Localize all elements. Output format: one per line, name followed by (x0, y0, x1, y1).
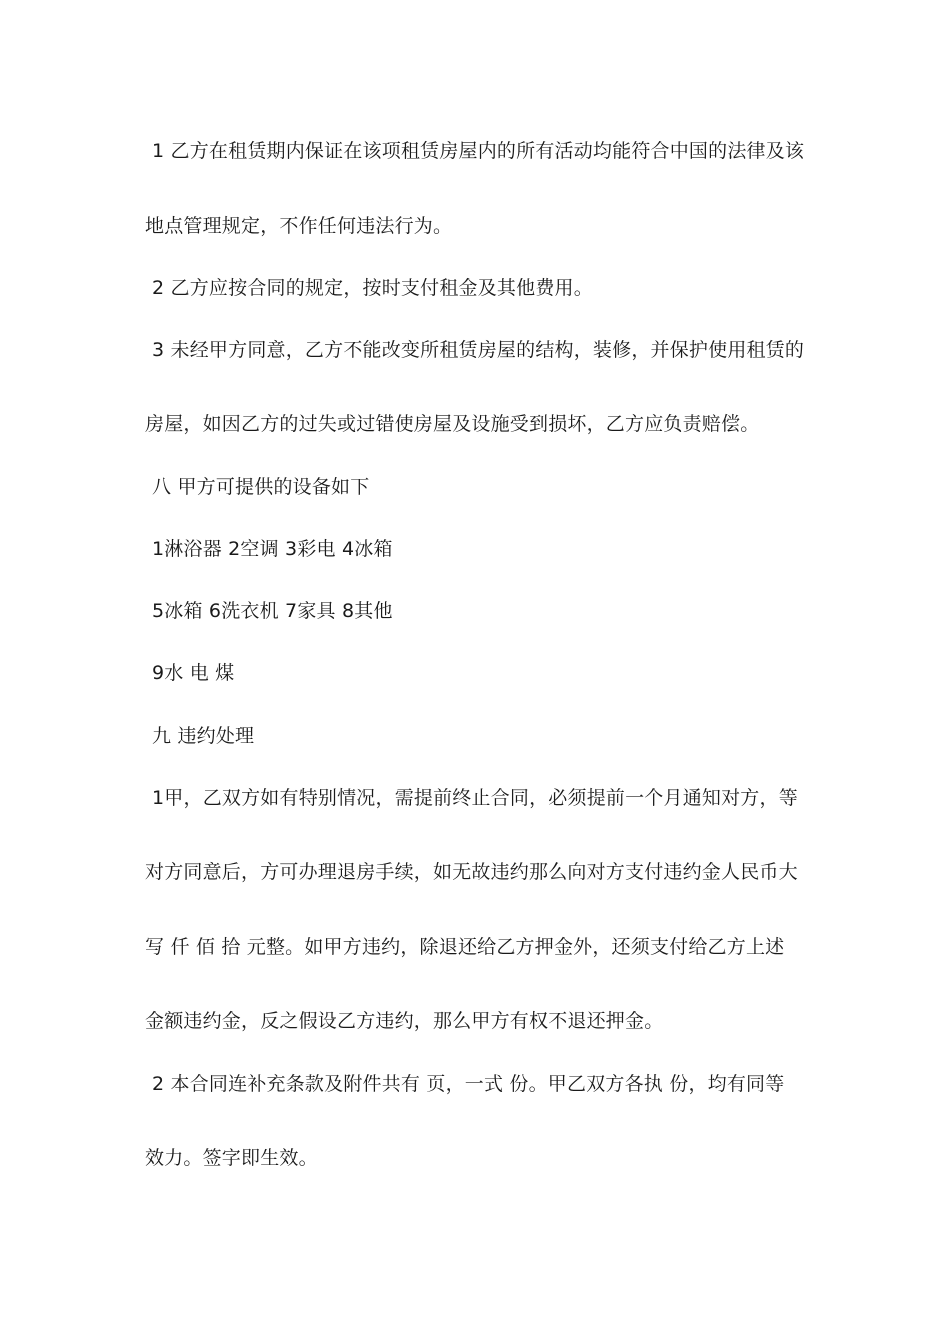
clause-line: 2 本合同连补充条款及附件共有 页，一式 份。甲乙双方各执 份，均有同等 (152, 1073, 785, 1095)
clause-line: 对方同意后，方可办理退房手续，如无故违约那么向对方支付违约金人民币大 (145, 861, 798, 883)
clause-line: 1 乙方在租赁期内保证在该项租赁房屋内的所有活动均能符合中国的法律及该 (152, 140, 805, 162)
clause-line: 2 乙方应按合同的规定，按时支付租金及其他费用。 (152, 277, 593, 299)
clause-line: 金额违约金，反之假设乙方违约，那么甲方有权不退还押金。 (145, 1010, 664, 1032)
clause-line: 地点管理规定，不作任何违法行为。 (145, 215, 453, 237)
clause-line: 1甲，乙双方如有特别情况，需提前终止合同，必须提前一个月通知对方，等 (152, 787, 798, 809)
clause-line: 房屋，如因乙方的过失或过错使房屋及设施受到损坏，乙方应负责赔偿。 (145, 413, 760, 435)
section-heading: 九 违约处理 (152, 725, 255, 747)
clause-line: 写 仟 佰 拾 元整。如甲方违约，除退还给乙方押金外，还须支付给乙方上述 (145, 936, 785, 958)
equipment-line: 9水 电 煤 (152, 662, 235, 684)
equipment-line: 1淋浴器 2空调 3彩电 4冰箱 (152, 538, 393, 560)
equipment-line: 5冰箱 6洗衣机 7家具 8其他 (152, 600, 393, 622)
section-heading: 八 甲方可提供的设备如下 (152, 476, 370, 498)
clause-line: 效力。签字即生效。 (145, 1147, 318, 1169)
clause-line: 3 未经甲方同意，乙方不能改变所租赁房屋的结构，装修，并保护使用租赁的 (152, 339, 805, 361)
